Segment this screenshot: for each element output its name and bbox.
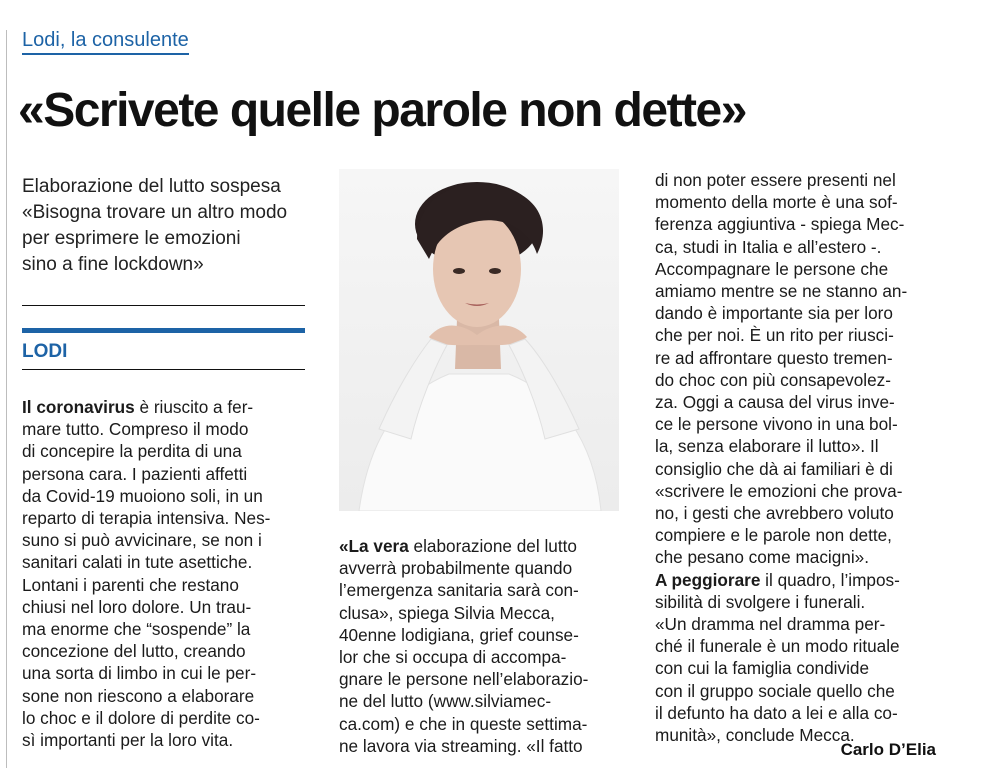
subheadline xyxy=(22,174,322,278)
column-line: persona cara. I pazienti affetti xyxy=(22,463,248,484)
column-line: ferenza aggiuntiva - spiega Mec- xyxy=(655,214,905,235)
lead-in: A peggiorare xyxy=(655,569,761,590)
column-line: concezione del lutto, creando xyxy=(22,641,246,662)
column-line: consiglio che dà ai familiari è di xyxy=(655,458,893,479)
column-line: gnare le persone nell’elaborazio- xyxy=(339,669,589,690)
column-line: con cui la famiglia condivide xyxy=(655,658,870,679)
column-line xyxy=(339,535,623,557)
column-line: lor che si occupa di accompa- xyxy=(339,647,567,668)
column-line: reparto di terapia intensiva. Nes- xyxy=(22,508,271,529)
subhead-line: sino a fine lockdown» xyxy=(22,254,204,275)
column-line: clusa», spiega Silvia Mecca, xyxy=(339,602,555,623)
article-column-1 xyxy=(22,396,308,751)
column-line xyxy=(655,569,941,591)
article-column-2 xyxy=(339,535,623,757)
divider xyxy=(22,369,305,370)
line-text: è riuscito a fer- xyxy=(134,397,254,417)
column-line: da Covid-19 muoiono soli, in un xyxy=(22,485,263,506)
column-line: za. Oggi a causa del virus inve- xyxy=(655,392,895,413)
column-line: do choc con più consapevolez- xyxy=(655,369,892,390)
column-line: che pesano come macigni». xyxy=(655,547,870,568)
column-line: avverrà probabilmente quando xyxy=(339,558,573,579)
byline: Carlo D’Elia xyxy=(840,740,936,759)
section-label[interactable]: Lodi, la consulente xyxy=(22,28,189,55)
dateline-place: LODI xyxy=(22,341,68,362)
page-left-rule xyxy=(6,30,7,768)
column-line: di non poter essere presenti nel xyxy=(655,170,896,190)
headline: «Scrivete quelle parole non dette» xyxy=(18,84,746,137)
accent-divider xyxy=(22,328,305,333)
column-line: amiamo mentre se ne stanno an- xyxy=(655,281,908,302)
line-text: il quadro, l’impos- xyxy=(760,569,900,590)
column-line: ché il funerale è un modo rituale xyxy=(655,636,900,657)
line-text: elaborazione del lutto xyxy=(408,536,577,556)
divider xyxy=(22,305,305,306)
column-line: «Un dramma nel dramma per- xyxy=(655,614,886,635)
column-line: lo choc e il dolore di perdite co- xyxy=(22,707,260,728)
subhead-line: Elaborazione del lutto sospesa xyxy=(22,176,281,197)
portrait-photo xyxy=(339,169,619,511)
column-line: l’emergenza sanitaria sarà con- xyxy=(339,580,579,601)
column-line: ne lavora via streaming. «Il fatto xyxy=(339,735,583,756)
column-line: sone non riescono a elaborare xyxy=(22,685,255,706)
column-line: con il gruppo sociale quello che xyxy=(655,680,895,701)
portrait-illustration xyxy=(339,169,619,511)
column-line: compiere e le parole non dette, xyxy=(655,525,892,546)
column-line: sibilità di svolgere i funerali. xyxy=(655,591,866,612)
column-line: Lontani i parenti che restano xyxy=(22,574,239,595)
column-line: ce le persone vivono in una bol- xyxy=(655,414,898,435)
column-line: no, i gesti che avrebbero voluto xyxy=(655,503,894,524)
column-line: «scrivere le emozioni che prova- xyxy=(655,480,903,501)
column-line: dando è importante sia per loro xyxy=(655,303,893,324)
column-line: suno si può avvicinare, se non i xyxy=(22,530,262,551)
article-column-3 xyxy=(655,169,941,746)
column-line: la, senza elaborare il lutto». Il xyxy=(655,436,879,457)
column-line: ne del lutto (www.silviamec- xyxy=(339,691,552,712)
column-line: momento della morte è una sof- xyxy=(655,192,898,213)
subhead-line: «Bisogna trovare un altro modo xyxy=(22,202,288,223)
column-line: mare tutto. Compreso il modo xyxy=(22,419,249,440)
column-line: munità», conclude Mecca. xyxy=(655,725,855,746)
column-line: che per noi. È un rito per riusci- xyxy=(655,325,894,346)
subhead-line: per esprimere le emozioni xyxy=(22,228,241,249)
column-line: re ad affrontare questo tremen- xyxy=(655,347,893,368)
column-line xyxy=(22,396,308,418)
lead-in: «La vera xyxy=(339,536,409,556)
column-line: ca, studi in Italia e all’estero -. xyxy=(655,236,882,257)
column-line: una sorta di limbo in cui le per- xyxy=(22,663,257,684)
column-line: ma enorme che “sospende” la xyxy=(22,619,251,640)
column-line: sì importanti per la loro vita. xyxy=(22,730,234,751)
column-line: ca.com) e che in queste settima- xyxy=(339,713,588,734)
column-line: sanitari calati in tute asettiche. xyxy=(22,552,253,573)
column-line: 40enne lodigiana, grief counse- xyxy=(339,624,579,645)
column-line: il defunto ha dato a lei e alla co- xyxy=(655,702,898,723)
lead-in: Il coronavirus xyxy=(22,397,135,417)
column-line: di concepire la perdita di una xyxy=(22,441,242,462)
column-line: chiusi nel loro dolore. Un trau- xyxy=(22,596,252,617)
column-line: Accompagnare le persone che xyxy=(655,258,889,279)
